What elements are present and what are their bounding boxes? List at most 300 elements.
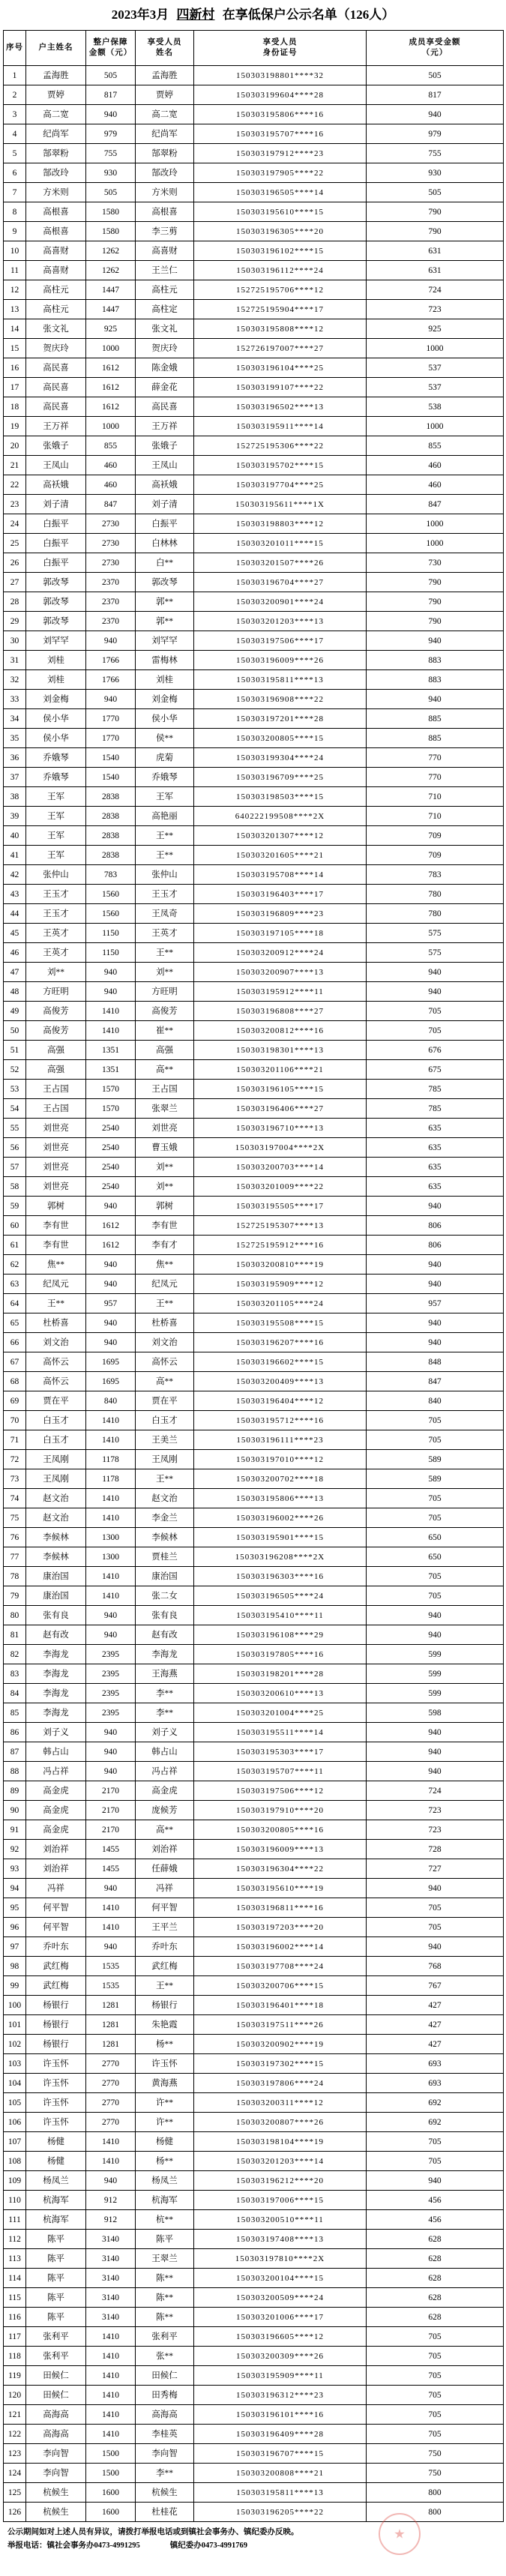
cell-member-name: 刘桂 [136, 670, 194, 690]
cell-member-id: 150303201105****24 [194, 1294, 367, 1313]
cell-member-name: 杜桥喜 [136, 1313, 194, 1333]
cell-serial-number: 11 [4, 261, 26, 280]
cell-serial-number: 37 [4, 768, 26, 787]
table-row [4, 2015, 504, 2035]
cell-member-name: 张娥子 [136, 436, 194, 456]
cell-serial-number: 116 [4, 2308, 26, 2327]
cell-serial-number: 76 [4, 1528, 26, 1547]
cell-member-amount: 940 [367, 690, 504, 709]
cell-serial-number: 69 [4, 1391, 26, 1411]
cell-member-id: 150303197511****26 [194, 2015, 367, 2035]
cell-household-head: 刘桂 [26, 651, 86, 670]
cell-member-amount: 705 [367, 1508, 504, 1528]
cell-household-amount: 1535 [86, 1976, 136, 1996]
cell-member-id: 150303197506****17 [194, 631, 367, 651]
cell-household-head: 高根喜 [26, 202, 86, 222]
table-row [4, 66, 504, 85]
cell-member-id: 150303196112****24 [194, 261, 367, 280]
cell-household-amount: 2370 [86, 592, 136, 612]
cell-member-id: 150303196312****23 [194, 2386, 367, 2405]
cell-household-head: 武红梅 [26, 1957, 86, 1976]
cell-household-amount: 2770 [86, 2113, 136, 2132]
table-row [4, 261, 504, 280]
cell-member-amount: 790 [367, 202, 504, 222]
cell-member-id: 150303197302****15 [194, 2054, 367, 2074]
cell-serial-number: 4 [4, 124, 26, 144]
cell-member-name: 张翠兰 [136, 1099, 194, 1119]
cell-member-name: 田候仁 [136, 2366, 194, 2386]
table-row [4, 553, 504, 573]
cell-member-name: 高柱元 [136, 280, 194, 300]
cell-member-amount: 705 [367, 1918, 504, 1937]
cell-member-name: 李候林 [136, 1528, 194, 1547]
cell-serial-number: 18 [4, 397, 26, 417]
cell-member-name: 侯小华 [136, 709, 194, 729]
cell-serial-number: 72 [4, 1450, 26, 1469]
cell-member-name: 武红梅 [136, 1957, 194, 1976]
header-label: 金额（元） [88, 49, 133, 57]
cell-household-head: 张利平 [26, 2327, 86, 2347]
cell-member-id: 150303195909****11 [194, 2366, 367, 2386]
table-row [4, 1158, 504, 1177]
cell-member-name: 虎菊 [136, 748, 194, 768]
cell-member-name: 陈** [136, 2288, 194, 2308]
cell-household-amount: 1150 [86, 924, 136, 943]
cell-household-amount: 1410 [86, 1918, 136, 1937]
cell-member-id: 150303197708****24 [194, 1957, 367, 1976]
table-row [4, 2191, 504, 2210]
cell-member-name: 王** [136, 1469, 194, 1489]
cell-member-amount: 940 [367, 1333, 504, 1352]
cell-member-name: 冯占祥 [136, 1762, 194, 1781]
cell-household-amount: 1410 [86, 1586, 136, 1606]
cell-member-id: 150303196602****15 [194, 1352, 367, 1372]
cell-member-amount: 940 [367, 1606, 504, 1625]
cell-member-id: 150303197912****23 [194, 144, 367, 163]
cell-serial-number: 40 [4, 826, 26, 846]
cell-member-amount: 635 [367, 1177, 504, 1197]
cell-household-amount: 3140 [86, 2230, 136, 2249]
cell-household-amount: 912 [86, 2191, 136, 2210]
cell-household-amount: 1612 [86, 378, 136, 397]
cell-household-amount: 1410 [86, 1430, 136, 1450]
table-row [4, 1996, 504, 2015]
cell-member-name: 贾在平 [136, 1391, 194, 1411]
cell-household-head: 杨银行 [26, 2035, 86, 2054]
cell-member-amount: 727 [367, 1859, 504, 1879]
cell-member-name: 郜翠粉 [136, 144, 194, 163]
cell-household-head: 白振平 [26, 553, 86, 573]
table-row [4, 456, 504, 475]
table-row [4, 1255, 504, 1275]
cell-member-amount: 785 [367, 1080, 504, 1099]
cell-household-head: 刘治祥 [26, 1840, 86, 1859]
cell-member-id: 150303196104****25 [194, 358, 367, 378]
cell-household-head: 杨健 [26, 2132, 86, 2152]
cell-serial-number: 79 [4, 1586, 26, 1606]
cell-member-name: 郭** [136, 612, 194, 631]
cell-member-id: 150303195811****13 [194, 2483, 367, 2503]
cell-household-head: 李海龙 [26, 1664, 86, 1684]
cell-household-amount: 1281 [86, 1996, 136, 2015]
cell-member-amount: 750 [367, 2444, 504, 2464]
cell-household-head: 赵有改 [26, 1625, 86, 1645]
cell-serial-number: 118 [4, 2347, 26, 2366]
cell-household-head: 白玉才 [26, 1430, 86, 1450]
cell-member-id: 150303195410****11 [194, 1606, 367, 1625]
cell-serial-number: 31 [4, 651, 26, 670]
cell-member-id: 150303200805****16 [194, 1820, 367, 1840]
table-row [4, 2327, 504, 2347]
cell-member-amount: 710 [367, 807, 504, 826]
cell-serial-number: 115 [4, 2288, 26, 2308]
cell-serial-number: 47 [4, 963, 26, 982]
cell-member-id: 150303200912****24 [194, 943, 367, 963]
table-row [4, 1099, 504, 1119]
cell-household-head: 康治国 [26, 1567, 86, 1586]
cell-member-amount: 800 [367, 2503, 504, 2522]
table-row [4, 865, 504, 885]
cell-member-name: 张有良 [136, 1606, 194, 1625]
cell-member-name: 杨凤兰 [136, 2171, 194, 2191]
cell-household-head: 郭改琴 [26, 612, 86, 631]
cell-household-head: 王凤山 [26, 456, 86, 475]
cell-member-amount: 599 [367, 1664, 504, 1684]
cell-household-amount: 1612 [86, 358, 136, 378]
header-household-head [26, 31, 86, 66]
table-row [4, 534, 504, 553]
cell-member-name: 赵有改 [136, 1625, 194, 1645]
cell-household-amount: 1281 [86, 2035, 136, 2054]
cell-household-amount: 1540 [86, 748, 136, 768]
cell-household-head: 贾在平 [26, 1391, 86, 1411]
cell-member-id: 150303199304****24 [194, 748, 367, 768]
cell-household-amount: 1695 [86, 1352, 136, 1372]
cell-serial-number: 44 [4, 904, 26, 924]
cell-member-name: 李三剪 [136, 222, 194, 241]
cell-member-amount: 456 [367, 2191, 504, 2210]
table-body [4, 66, 504, 2522]
cell-serial-number: 88 [4, 1762, 26, 1781]
header-label: 享受人员 [262, 38, 298, 46]
cell-member-name: 何平智 [136, 1898, 194, 1918]
cell-household-head: 张有良 [26, 1606, 86, 1625]
cell-household-amount: 940 [86, 2171, 136, 2191]
cell-serial-number: 36 [4, 748, 26, 768]
cell-serial-number: 120 [4, 2386, 26, 2405]
header-serial-number [4, 31, 26, 66]
cell-member-id: 150303195702****15 [194, 456, 367, 475]
cell-member-id: 150303196009****13 [194, 1840, 367, 1859]
cell-member-name: 王凤刚 [136, 1450, 194, 1469]
cell-household-amount: 1300 [86, 1528, 136, 1547]
cell-member-id: 150303198503****15 [194, 787, 367, 807]
cell-member-amount: 940 [367, 1937, 504, 1957]
cell-household-head: 贺庆玲 [26, 339, 86, 358]
table-row [4, 300, 504, 319]
cell-member-amount: 1000 [367, 417, 504, 436]
cell-member-id: 150303196212****20 [194, 2171, 367, 2191]
cell-member-amount: 979 [367, 124, 504, 144]
cell-member-amount: 770 [367, 748, 504, 768]
cell-member-name: 黄海燕 [136, 2074, 194, 2093]
cell-member-name: 高金虎 [136, 1781, 194, 1801]
cell-member-id: 150303201605****21 [194, 846, 367, 865]
cell-serial-number: 45 [4, 924, 26, 943]
cell-serial-number: 17 [4, 378, 26, 397]
cell-household-head: 高喜财 [26, 261, 86, 280]
cell-household-amount: 755 [86, 144, 136, 163]
cell-serial-number: 50 [4, 1021, 26, 1041]
cell-member-amount: 930 [367, 163, 504, 183]
cell-member-name: 许** [136, 2093, 194, 2113]
cell-household-head: 白振平 [26, 514, 86, 534]
cell-household-head: 郭树 [26, 1197, 86, 1216]
cell-member-id: 150303201006****17 [194, 2308, 367, 2327]
cell-serial-number: 48 [4, 982, 26, 1002]
table-row [4, 1119, 504, 1138]
cell-household-amount: 2838 [86, 787, 136, 807]
cell-member-id: 150303200703****14 [194, 1158, 367, 1177]
cell-member-id: 150303195808****12 [194, 319, 367, 339]
cell-member-amount: 427 [367, 1996, 504, 2015]
cell-member-amount: 840 [367, 1391, 504, 1411]
cell-serial-number: 68 [4, 1372, 26, 1391]
cell-household-head: 王军 [26, 826, 86, 846]
cell-member-amount: 635 [367, 1119, 504, 1138]
cell-member-id: 150303198803****12 [194, 514, 367, 534]
cell-household-head: 杭海军 [26, 2210, 86, 2230]
cell-serial-number: 82 [4, 1645, 26, 1664]
cell-serial-number: 122 [4, 2425, 26, 2444]
cell-member-amount: 575 [367, 924, 504, 943]
cell-member-amount: 705 [367, 2425, 504, 2444]
table-row [4, 1801, 504, 1820]
cell-household-amount: 2838 [86, 826, 136, 846]
cell-household-amount: 979 [86, 124, 136, 144]
cell-member-name: 杭** [136, 2210, 194, 2230]
cell-household-head: 高民喜 [26, 358, 86, 378]
cell-household-amount: 847 [86, 495, 136, 514]
cell-member-id: 150303196707****15 [194, 2444, 367, 2464]
cell-member-amount: 693 [367, 2074, 504, 2093]
cell-member-id: 150303195610****19 [194, 1879, 367, 1898]
table-row [4, 144, 504, 163]
cell-member-name: 曹玉娥 [136, 1138, 194, 1158]
cell-household-amount: 3140 [86, 2288, 136, 2308]
cell-household-amount: 3140 [86, 2269, 136, 2288]
cell-member-amount: 940 [367, 1742, 504, 1762]
cell-serial-number: 102 [4, 2035, 26, 2054]
table-row [4, 417, 504, 436]
cell-household-amount: 940 [86, 1625, 136, 1645]
cell-member-id: 150303195707****16 [194, 124, 367, 144]
cell-member-amount: 790 [367, 612, 504, 631]
cell-member-name: 高柱定 [136, 300, 194, 319]
cell-member-name: 高袄娥 [136, 475, 194, 495]
table-row [4, 105, 504, 124]
cell-household-amount: 940 [86, 963, 136, 982]
table-row [4, 1391, 504, 1411]
cell-member-amount: 785 [367, 1099, 504, 1119]
table-row [4, 1021, 504, 1041]
cell-household-amount: 940 [86, 1742, 136, 1762]
cell-member-id: 150303196908****22 [194, 690, 367, 709]
cell-member-amount: 456 [367, 2210, 504, 2230]
cell-household-amount: 2730 [86, 553, 136, 573]
cell-member-amount: 883 [367, 651, 504, 670]
cell-member-id: 150303200907****13 [194, 963, 367, 982]
cell-household-head: 何平智 [26, 1918, 86, 1937]
table-row [4, 1216, 504, 1236]
cell-member-name: 陈金娥 [136, 358, 194, 378]
cell-member-id: 150303196101****16 [194, 2405, 367, 2425]
cell-household-head: 焦** [26, 1255, 86, 1275]
cell-member-amount: 628 [367, 2249, 504, 2269]
cell-member-id: 150303196002****14 [194, 1937, 367, 1957]
cell-member-name: 杨银行 [136, 1996, 194, 2015]
cell-household-head: 冯祥 [26, 1879, 86, 1898]
cell-household-amount: 1410 [86, 1489, 136, 1508]
cell-household-head: 高民喜 [26, 397, 86, 417]
cell-serial-number: 66 [4, 1333, 26, 1352]
cell-household-head: 李向智 [26, 2444, 86, 2464]
cell-member-name: 康治国 [136, 1567, 194, 1586]
cell-household-head: 高强 [26, 1041, 86, 1060]
cell-member-name: 王海燕 [136, 1664, 194, 1684]
cell-serial-number: 87 [4, 1742, 26, 1762]
cell-serial-number: 71 [4, 1430, 26, 1450]
cell-member-id: 150303195511****14 [194, 1723, 367, 1742]
cell-member-id: 150303197105****18 [194, 924, 367, 943]
cell-member-name: 王** [136, 846, 194, 865]
cell-serial-number: 8 [4, 202, 26, 222]
cell-member-amount: 631 [367, 241, 504, 261]
table-row [4, 514, 504, 534]
cell-household-amount: 855 [86, 436, 136, 456]
table-row [4, 612, 504, 631]
table-row [4, 1567, 504, 1586]
cell-member-amount: 705 [367, 1898, 504, 1918]
cell-member-id: 150303196108****29 [194, 1625, 367, 1645]
cell-member-amount: 940 [367, 1879, 504, 1898]
cell-member-name: 王凤山 [136, 456, 194, 475]
cell-member-amount: 705 [367, 2386, 504, 2405]
cell-household-amount: 2370 [86, 612, 136, 631]
cell-member-amount: 780 [367, 885, 504, 904]
table-row [4, 1937, 504, 1957]
cell-household-amount: 2730 [86, 514, 136, 534]
cell-household-head: 白玉才 [26, 1411, 86, 1430]
cell-member-id: 150303198301****13 [194, 1041, 367, 1060]
cell-serial-number: 39 [4, 807, 26, 826]
table-row [4, 1547, 504, 1567]
cell-household-head: 刘世亮 [26, 1158, 86, 1177]
table-row [4, 202, 504, 222]
header-label: 身份证号 [262, 49, 298, 57]
table-row [4, 1762, 504, 1781]
cell-household-amount: 1455 [86, 1859, 136, 1879]
cell-serial-number: 94 [4, 1879, 26, 1898]
table-row [4, 2054, 504, 2074]
cell-member-id: 150303196102****15 [194, 241, 367, 261]
cell-household-head: 李有世 [26, 1236, 86, 1255]
cell-household-head: 何平智 [26, 1898, 86, 1918]
cell-household-amount: 940 [86, 1762, 136, 1781]
cell-member-amount: 538 [367, 397, 504, 417]
cell-household-amount: 940 [86, 1879, 136, 1898]
cell-serial-number: 67 [4, 1352, 26, 1372]
cell-household-head: 许玉怀 [26, 2113, 86, 2132]
table-row [4, 1859, 504, 1879]
cell-member-amount: 692 [367, 2113, 504, 2132]
table-row [4, 1294, 504, 1313]
cell-serial-number: 6 [4, 163, 26, 183]
cell-member-id: 150303197006****15 [194, 2191, 367, 2210]
cell-household-head: 刘文治 [26, 1333, 86, 1352]
cell-serial-number: 27 [4, 573, 26, 592]
cell-member-name: 陈** [136, 2269, 194, 2288]
cell-household-amount: 940 [86, 1723, 136, 1742]
cell-member-id: 150303196406****27 [194, 1099, 367, 1119]
cell-serial-number: 23 [4, 495, 26, 514]
cell-household-head: 乔叶东 [26, 1937, 86, 1957]
cell-member-name: 陈平 [136, 2230, 194, 2249]
cell-member-id: 150303201307****12 [194, 826, 367, 846]
cell-household-amount: 1600 [86, 2503, 136, 2522]
cell-serial-number: 92 [4, 1840, 26, 1859]
title-village: 四新村 [176, 7, 215, 22]
cell-serial-number: 7 [4, 183, 26, 202]
footer-phone-discipline: 镇纪委办0473-4991769 [169, 2542, 247, 2550]
table-row [4, 1236, 504, 1255]
table-row [4, 1840, 504, 1859]
cell-serial-number: 29 [4, 612, 26, 631]
cell-serial-number: 55 [4, 1119, 26, 1138]
cell-household-amount: 2540 [86, 1138, 136, 1158]
cell-member-amount: 940 [367, 1723, 504, 1742]
cell-household-head: 高民喜 [26, 378, 86, 397]
cell-household-head: 白振平 [26, 534, 86, 553]
cell-member-amount: 728 [367, 1840, 504, 1859]
cell-household-amount: 1770 [86, 729, 136, 748]
cell-household-head: 王玉才 [26, 904, 86, 924]
cell-household-head: 刘子清 [26, 495, 86, 514]
cell-household-head: 高根喜 [26, 222, 86, 241]
cell-household-amount: 940 [86, 1333, 136, 1352]
cell-member-id: 150303201011****15 [194, 534, 367, 553]
cell-household-amount: 940 [86, 1255, 136, 1275]
cell-serial-number: 98 [4, 1957, 26, 1976]
cell-member-name: 杜桂花 [136, 2503, 194, 2522]
cell-household-amount: 817 [86, 85, 136, 105]
cell-household-head: 陈平 [26, 2269, 86, 2288]
cell-household-head: 王凤刚 [26, 1469, 86, 1489]
cell-serial-number: 83 [4, 1664, 26, 1684]
cell-household-amount: 840 [86, 1391, 136, 1411]
table-row [4, 1177, 504, 1197]
cell-member-id: 150303196207****16 [194, 1333, 367, 1352]
header-label: 整户保障 [93, 38, 128, 46]
cell-household-amount: 1410 [86, 1508, 136, 1528]
cell-household-head: 侯小华 [26, 709, 86, 729]
cell-member-id: 640222199508****2X [194, 807, 367, 826]
cell-serial-number: 38 [4, 787, 26, 807]
table-row [4, 1742, 504, 1762]
cell-member-amount: 723 [367, 1820, 504, 1840]
cell-household-amount: 460 [86, 475, 136, 495]
cell-household-amount: 1612 [86, 1236, 136, 1255]
